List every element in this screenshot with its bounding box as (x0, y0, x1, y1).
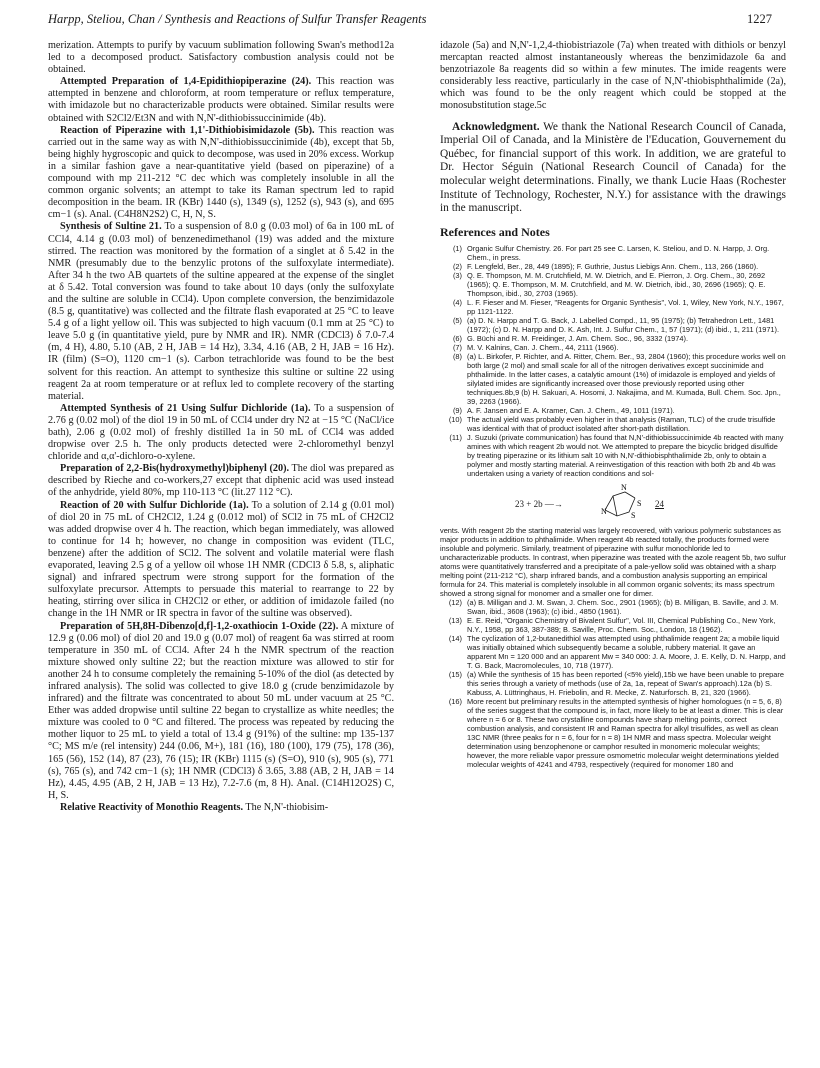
reference-item (440, 343, 786, 352)
reference-item (440, 334, 786, 343)
reference-item (440, 634, 786, 670)
references-list (440, 244, 786, 769)
ref-text: L. F. Fieser and M. Fieser, "Reagents for Organic Synthesis", Vol. 1, Wiley, New York, N.Y., 1967, pp 1121-1122. (467, 297, 784, 316)
reference-item (440, 415, 786, 433)
ref-num: (1) (452, 243, 462, 253)
left-column (48, 40, 394, 814)
paragraph-heading: Relative Reactivity of Monothio Reagents. (60, 801, 244, 813)
ref-text: (a) L. Birkofer, P. Richter, and A. Ritter, Chem. Ber., 93, 2804 (1960); this procedure works well on both large (2 mol) and small scale for all of the nitrogen derivatives except succinimide and phthalimide. In the latter cases, a catalytic amount (1%) of imidazole is employed and yields of silylated imides are significantly increased over those previously reported using other techniques.8b,9 (b) H. Sakuari, A. Hosomi, J. Nakajima, and M. Kumada, Bull. Chem. Soc. Jpn., 39, 2263 (1966). (467, 351, 786, 406)
ref-num: (6) (452, 333, 462, 343)
ref-num: (13) (448, 615, 462, 625)
paragraph-heading: Reaction of Piperazine with 1,1'-Dithiobisimidazole (5b). (60, 124, 315, 136)
ref-num: (2) (452, 261, 462, 271)
atom-label-s: S (631, 510, 636, 520)
ref-num: (7) (452, 342, 462, 352)
paragraph: Reaction of Piperazine with 1,1'-Dithiobisimidazole (5b). This reaction was carried out in the same way as with N,N'-dithiobissuccinimide (4b), except that 5b, being highly hygroscopic and quick to decompose, was used in 20% excess. Workup in a similar fashion gave a near-quantitative yield (based on piperazine) of a compound with mp 211-212 °C dec which was completely insoluble in all the common organic solvents; an attempt to take its Raman spectrum led to rapid decomposition in the beam. IR (KBr) 1440 (s), 1349 (s), 1252 (s), 943 (s), and 695 cm−1 (s). Anal. (C4H8N2S2) C, H, N, S. (48, 124, 394, 221)
scheme-reactants: 23 + 2b —→ (515, 498, 563, 509)
paragraph: Attempted Preparation of 1,4-Epidithiopiperazine (24). This reaction was attempted in benzene and chloroform, at room temperature or reflux temperature, with imidazole but no characterizable products were obtained. Similar results were obtained with S2Cl2/Et3N and with N,N'-dithiobissuccinimide (4b). (48, 76, 394, 124)
ref-text: (a) While the synthesis of 15 has been reported (<5% yield),15b we have been unable to prepare this series through a variety of methods (use of 2a, 1a, repeat of Swan's approach).12a (b) S. Kabuss, A. Lüttringhaus, H. Friebolin, and R. Mecke, Z. Naturforsch. B, 21, 320 (1966). (467, 669, 784, 697)
ref-num: (14) (448, 633, 462, 643)
paragraph: Preparation of 5H,8H-Dibenzo[d,f]-1,2-oxathiocin 1-Oxide (22). A mixture of 12.9 g (0.06 mol) of diol 20 and 19.0 g (0.07 mol) of reagent 6a was stirred at room temperature in 350 mL of CCl4. After 24 h the NMR spectrum of the reaction mixture showed only sultine 22; but the reaction mixture was allowed to stir for another 24 h to consume completely the remaining 5-10% of the diol (as detected by infrared analysis). The solid was collected to give 18.0 g (crude benzimidazole by infrared) and the filtrate was concentrated to about 50 mL under vacuum at 25 °C. Ether was added dropwise until sultine 22 began to crystallize as white needles; the mixture was cooled to 0 °C and filtered. The process was repeated by reducing the mother liquor to 25 mL to yield a total of 13.4 g (91%) of the sultine: mp 135-137 °C; MS m/e (rel intensity) 244 (0.06, M+), 181 (16), 180 (100), 179 (75), 178 (36), 165 (56), 152 (14), 87 (23), 76 (15); IR (KBr) 1115 (s) (S=O), 910 (s), 905 (s), 771 (s), 765 (s), and 742 cm−1 (s); 1H NMR (CDCl3) δ 3.65, 3.88 (AB, 2 H, JAB = 14 Hz), 4.45, 4.95 (AB, 2 H, JAB = 13 Hz), 7.2-7.6 (m, 8 H). Anal. (C14H12O2S) C, H, S. (48, 620, 394, 801)
reference-item (440, 316, 786, 334)
ref-text: G. Büchi and R. M. Freidinger, J. Am. Chem. Soc., 96, 3332 (1974). (467, 333, 688, 343)
reference-item (440, 433, 786, 478)
paragraph: Synthesis of Sultine 21. To a suspension of 8.0 g (0.03 mol) of 6a in 100 mL of CCl4, 4.14 g (0.03 mol) of benzenedimethanol (19) was added and the mixture stirred. The reaction was monitored by the formation of a singlet at δ 5.42 in the NMR (presumably due to the benzylic protons of the sulfoxylate intermediate). After 34 h the two AB quartets of the sultine appeared at the expense of the singlet at δ 5.42. Total conversion was found to take about 10 days (only the sulfoxylate and the sultine are soluble in CCl4). Upon complete conversion, the benzimidazole (8.5 g, quantitative) was collected and the filtrate flash evaporated at 25 °C to leave 5.4 g of a light yellow oil. This was subjected to high vacuum (0.1 mm at 25 °C) to leave 5.0 g (in quantitative yield, pure by NMR and IR). NMR (CDCl3) δ 7.0-7.4 (m, 4 H), 4.80, 5.10 (AB, 2 H, JAB = 14 Hz), 3.34, 4.16 (AB, 2 H, JAB = 16 Hz). IR (film) (S=O), 1120 cm−1 (s). Carbon tetrachloride was found to be the best solvent for this reaction. An attempt to synthesize this sultine or sultine 22 using reagent 2a at room temperature or at reflux led to complete recovery of the starting material. (48, 221, 394, 402)
page-number: 1227 (747, 12, 772, 26)
ref-num: (10) (448, 414, 462, 424)
reference-item (440, 670, 786, 697)
acknowledgment-heading: Acknowledgment. (452, 120, 540, 133)
paragraph: Reaction of 20 with Sulfur Dichloride (1a). To a solution of 2.14 g (0.01 mol) of diol 20 in 75 mL of CH2Cl2, 1.24 g (0.012 mol) of SCl2 in 75 mL of CH2Cl2 was added dropwise over 4 h. The reaction, which began immediately, was allowed to continue for 14 h; however, no change in composition was evident (TLC, benzene) after the addition of SCl2. The solvent and volatile material were flash evaporated, leaving 2.5 g of a yellow oil whose 1H NMR (CDCl3 δ 5.8, s, aliphatic signal) and infrared spectrum were strong support for the formation of the sulfoxylate precursor. Attempts to persuade this material to rearrange to 22 by heating, stirring over silica in CH2Cl2 or ether, or addition of imidazole failed (no change in the 1H NMR or IR spectra in favor of the sultine was observed). (48, 499, 394, 620)
reference-item (440, 262, 786, 271)
ref-text: More recent but preliminary results in the attempted synthesis of higher homologues (n = 5, 6, 8) of the series suggest that the compound is, in fact, more likely to be at least a dimer. This is clear where n = 6 or 8. These two crystalline compounds have sharp melting points, correct combustion analysis, and consistent IR and Raman spectra for alkyl trisulfides, as well as clean 13C NMR (three peaks for n = 6, four for n = 8) 1H NMR and mass spectra. Molecular weight determination using benzophenone or camphor resulted in monomeric molecular weights; however, the more reliable vapor pressure osmometric molecular weight determinations yielded molecular weights of 4241 and 4793, respectively (required for monomer 180 and (467, 696, 784, 769)
reference-item (440, 598, 786, 616)
ref-text: E. E. Reid, "Organic Chemistry of Bivalent Sulfur", Vol. III, Chemical Publishing Co., New York, N.Y., 1958, pp 363, 387-389; B. Saville, Proc. Chem. Soc., London, 18 (1962). (467, 615, 776, 634)
scheme-product: 24 (655, 498, 664, 509)
paragraph-heading: Attempted Synthesis of 21 Using Sulfur Dichloride (1a). (60, 402, 311, 414)
ref-text: (a) D. N. Harpp and T. G. Back, J. Labelled Compd., 11, 95 (1975); (b) Tetrahedron Lett., 1481 (1972); (c) D. N. Harpp and D. K. Ash, Int. J. Sulfur Chem., 1, 57 (1971); (d) ibid., 1, 211 (1971). (467, 315, 780, 334)
ref-num: (3) (452, 270, 462, 280)
ref-text: M. V. Kalnins, Can. J. Chem., 44, 2111 (1966). (467, 342, 619, 352)
reference-continuation: vents. With reagent 2b the starting material was largely recovered, with various polymeric substances as major products in addition to phthalimide. When reagent 4b reacted totally, the products formed were insoluble and polymeric. Similarly, treatment of piperazine with sulfur monochloride led to uncharacterizable products. In contrast, when piperazine was treated with the azole reagent 5b, two sulfur atoms were quantitatively transferred and a precipitate of a pale-yellow solid was obtained with a sharp melting point (211-212 °C), sharp infrared bands, and a combustion analysis supporting an empirical formula for 24. This material is completely insoluble in all common organic solvents; its mass spectrum showed a strong signal for monomer and a smaller one for dimer. (440, 525, 786, 598)
ref-num: (15) (448, 669, 462, 679)
ref-num: (16) (448, 696, 462, 706)
references-heading: References and Notes (440, 224, 550, 239)
paragraph-heading: Preparation of 5H,8H-Dibenzo[d,f]-1,2-oxathiocin 1-Oxide (22). (60, 620, 339, 632)
ref-text: (a) B. Milligan and J. M. Swan, J. Chem. Soc., 2901 (1965); (b) B. Milligan, B. Saville, and J. M. Swan, ibid., 3608 (1963); (c) ibid., 4850 (1961). (467, 597, 779, 616)
ref-text: A. F. Jansen and E. A. Kramer, Can. J. Chem., 49, 1011 (1971). (467, 405, 675, 415)
paragraph: merization. Attempts to purify by vacuum sublimation following Swan's method12a led to a decomposed product. Satisfactory combustion analysis could not be obtained. (48, 40, 394, 76)
reference-item (440, 298, 786, 316)
ref-num: (5) (452, 315, 462, 325)
ref-num: (12) (448, 597, 462, 607)
paragraph: Attempted Synthesis of 21 Using Sulfur Dichloride (1a). To a suspension of 2.76 g (0.02 mol) of the diol 19 in 50 mL of CCl4 under dry N2 at −15 °C (NaCl/ice bath), 2.06 g (0.02 mol) of freshly distilled 1a in 50 mL of CCl4 was added dropwise over 2.5 h. The only products detected were 2-chloromethyl benzyl chloride and α,α'-dichloro-o-xylene. (48, 402, 394, 463)
reaction-scheme (467, 482, 786, 522)
paragraph: idazole (5a) and N,N'-1,2,4-thiobistriazole (7a) when treated with dithiols or benzyl mercaptan reacted almost instantaneously whereas the benzimidazole 6a and benzotriazole 8a reagents did so within a few minutes. The imide reagents were considerably less reactive, particularly in the case of N,N'-thiobisphthalimide (2a), which was found to be the only reagent which could be stopped at the monosubstitution stage.5c (440, 40, 786, 112)
paragraph: Preparation of 2,2-Bis(hydroxymethyl)biphenyl (20). The diol was prepared as described by Rieche and co-workers,27 except that diphenic acid was used instead of the anhydride, yield 80%, mp 110-113 °C (lit.27 112 °C). (48, 463, 395, 499)
paragraph: Relative Reactivity of Monothio Reagents. The N,N'-thiobisim- (60, 801, 329, 813)
right-column (440, 40, 786, 769)
ref-text: J. Suzuki (private communication) has found that N,N'-dithiobissuccinimide 4b reacted with many amines with which reagent 2b would not. We attempted to prepare the bicyclic bridged disulfide by treating piperazine or its lithium salt 10 with N,N'-dithiobisphthalimide 2b, only to obtain a polymer and mostly starting material. A reinvestigation of this reaction with both 2b and 4b was undertaken using a variety of reaction conditions and sol- (467, 432, 784, 478)
paragraph-heading: Preparation of 2,2-Bis(hydroxymethyl)biphenyl (20). (60, 463, 290, 475)
atom-label-n: N (621, 483, 627, 492)
reference-item (440, 616, 786, 634)
ref-text: The cyclization of 1,2-butanedithiol was attempted using phthalimide reagent 2a; a mobile liquid was initially obtained which subsequently became a soluble, rubbery material. It gave an apparent Mn = 120 000 and an apparent Mw = 340 000: J. A. Moore, J. E. Kelly, D. N. Harpp, and T. G. Back, Macromolecules, 10, 718 (1977). (467, 633, 786, 670)
paragraph-heading: Attempted Preparation of 1,4-Epidithiopiperazine (24). (60, 76, 312, 88)
paragraph-heading: Reaction of 20 with Sulfur Dichloride (1a). (60, 499, 249, 511)
ref-num: (11) (449, 432, 462, 442)
reference-item (440, 244, 786, 262)
ref-num: (4) (452, 297, 462, 307)
acknowledgment-text: We thank the National Research Council of Canada, Imperial Oil of Canada, and la Ministère de l'Education, Gouvernement du Québec, for financial support of this work. In addition, we are grateful to Dr. Hector Séguin (National Research Council of Canada) for the molecular weight determinations. Finally, we thank Lucie Haas (Rochester Institute of Technology, Rochester, N.Y.) for assistance with the drawings in the manuscript. (440, 120, 786, 215)
reference-item (440, 697, 786, 769)
paragraph-heading: Synthesis of Sultine 21. (60, 221, 162, 233)
acknowledgment (440, 121, 786, 216)
ref-num: (9) (452, 405, 462, 415)
ref-text: F. Lengfeld, Ber., 28, 449 (1895); F. Guthrie, Justus Liebigs Ann. Chem., 113, 266 (1860). (467, 261, 759, 271)
reference-item (440, 406, 786, 415)
reference-item (440, 352, 786, 406)
ref-text: Q. E. Thompson, M. M. Crutchfield, M. W. Dietrich, and E. Pierron, J. Org. Chem., 30, 2692 (1965); Q. E. Thompson, M. M. Crutchfield, and M. W. Dietrich, ibid., 30, 2696 (1965); Q. E. Thompson, ibid., 30, 2703 (1965). (467, 270, 766, 298)
ref-text: Organic Sulfur Chemistry. 26. For part 25 see C. Larsen, K. Steliou, and D. N. Harpp, J. Org. Chem., in press. (467, 243, 770, 262)
reference-item (440, 271, 786, 298)
running-header (48, 12, 772, 32)
atom-label-s: S (637, 498, 642, 508)
bicyclic-structure-drawing (595, 484, 651, 524)
ref-text: The actual yield was probably even higher in that analysis (Raman, TLC) of the crude trisulfide was identical with that of product isolated after short-path distillation. (467, 414, 776, 433)
atom-label-n: N (601, 506, 607, 516)
running-title: Harpp, Steliou, Chan / Synthesis and Reactions of Sulfur Transfer Reagents (48, 12, 427, 26)
ref-num: (8) (452, 351, 462, 361)
